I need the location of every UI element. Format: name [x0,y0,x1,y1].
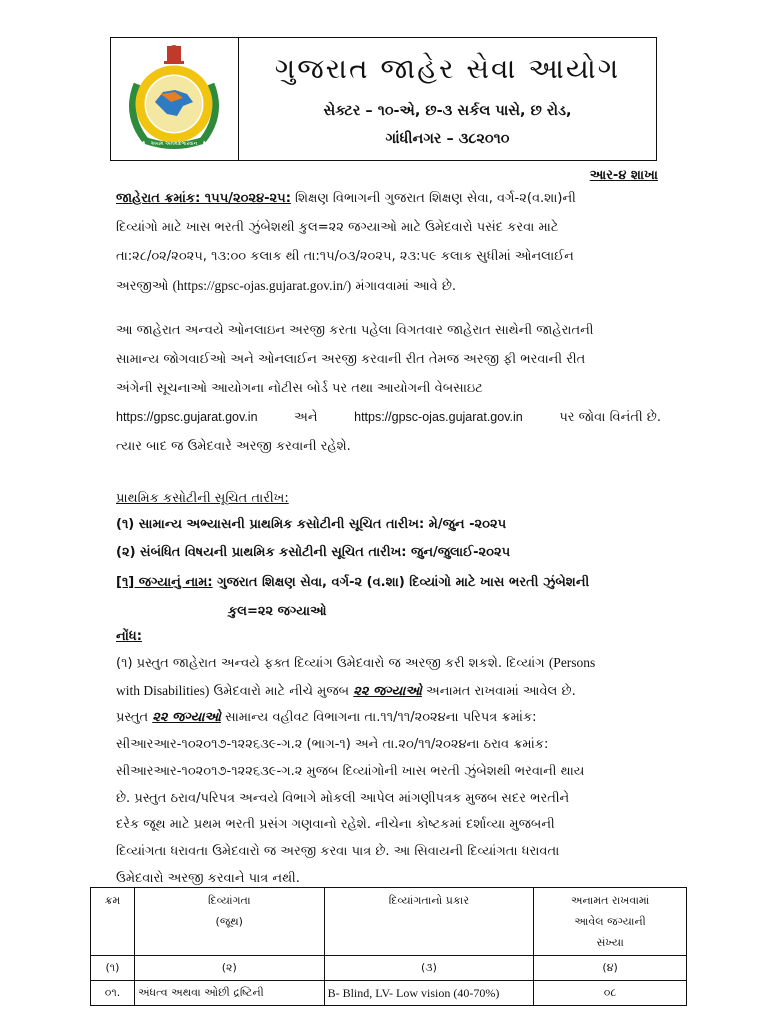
row-group: અંધત્વ અથવા ઓછી દ્રષ્ટિની [134,981,324,1006]
post-label: [૧] જગ્યાનું નામ: [116,575,213,590]
col-serial: ક્રમ [91,888,135,956]
para2-line1: આ જાહેરાત અન્વયે ઓનલાઇન અરજી કરતા પહેલા વિગતવાર જાહેરાત સાથેની જાહેરાતની [116,323,594,338]
col-disability-type: દિવ્યાંગતાનો પ્રકાર [324,888,534,956]
note-section [116,622,661,651]
col-number-3: (૩) [324,956,534,981]
table-row [91,981,687,1006]
note-line-1-en: (Persons [548,655,596,670]
header-box [110,37,657,161]
note-line-7: દરેક જૂથ માટે પ્રથમ ભરતી પ્રસંગ ગણવાનો રહેશે. નીચેના કોષ્ટકમાં દર્શાવ્યા મુજબની [116,817,555,833]
gpsc-link[interactable]: https://gpsc.gujarat.gov.in [116,410,258,424]
prelim-section [116,484,661,513]
advert-number: જાહેરાત ક્રમાંક: ૧૫૫/૨૦૨૪-૨૫: [116,191,291,206]
note-line-9: ઉમેદવારો અરજી કરવાને પાત્ર નથી. [116,870,300,886]
note-line-3a: પ્રસ્તુત [116,710,153,726]
note-line-3b: સામાન્ય વહીવટ વિભાગના તા.૧૧/૧૧/૨૦૨૪ના પરિપત્ર ક્રમાંક: [220,710,537,726]
col-disability: દિવ્યાંગતા (જૂથ) [134,888,324,956]
disability-table [90,887,687,1006]
logo-motto: અયમ અમમદિભારવાન [150,141,198,147]
para1-line4a: અરજીઓ [116,279,173,294]
reserved-posts-emphasis-2: ૨૨ જગ્યાઓ [152,710,221,726]
org-name: ગુજરાત જાહેર સેવા આયોગ [274,52,621,85]
logo-cell [111,38,239,160]
gpsc-logo [117,44,231,156]
row-type: B- Blind, LV- Low vision (40-70%) [324,981,534,1006]
table-header-row [91,888,687,956]
prelim-items [116,511,661,567]
advert-paragraph [116,184,661,301]
note-line-6: છે. પ્રસ્તુત ઠરાવ/પરિપત્ર અન્વયે વિભાગે મોકલી આપેલ માંગણીપત્રક મુજબ સદર ભરતીને [116,790,570,806]
note-line-4: સીઆરઆર-૧૦૨૦૧૭-૧૨૨૬૩૯-ગ.૨ (ભાગ-૧) અને તા.૨૦/૧૧/૨૦૨૪ના ઠરાવ ક્રમાંક: [116,737,549,753]
note-heading: નોંધ: [116,629,142,644]
branch-label: આર-૪ શાખા [589,168,658,183]
prelim-item-2: (૨) સંબંધિત વિષયની પ્રાથમિક કસોટીની સૂચિત તારીખ: જુન/જુલાઈ-૨૦૨૫ [116,545,511,560]
row-count: ૦૮ [534,981,687,1006]
note-line-2a: ઉમેદવારો માટે નીચે મુજબ [209,683,354,699]
col-number-4: (૪) [534,956,687,981]
col-number-1: (૧) [91,956,135,981]
note-line-2b: અનામત રાખવામાં આવેલ છે. [421,683,576,699]
ojas-link-2[interactable]: https://gpsc-ojas.gujarat.gov.in [354,410,523,424]
ojas-link-1[interactable]: (https://gpsc-ojas.gujarat.gov.in/) [172,278,352,293]
prelim-item-1: (૧) સામાન્ય અભ્યાસની પ્રાથમિક કસોટીની સૂચિત તારીખ: મે/જુન -૨૦૨૫ [116,517,507,532]
note-line-1: (૧) પ્રસ્તુત જાહેરાત અન્વયે ફક્ત દિવ્યાંગ ઉમેદવારો જ અરજી કરી શકશે. દિવ્યાંગ [116,656,549,671]
prelim-heading: પ્રાથમિક કસોટીની સૂચિત તારીખ: [116,491,289,506]
col-reserved-count: અનામત રાખવામાં આવેલ જગ્યાની સંખ્યા [534,888,687,956]
row-serial: ૦૧. [91,981,135,1006]
para1-line4b: મંગાવવામાં આવે છે. [351,279,457,294]
post-text-2: કુલ=૨૨ જગ્યાઓ [228,604,327,619]
post-text-1: ગુજરાત શિક્ષણ સેવા, વર્ગ-૨ (વ.શા) દિવ્યાંગો માટે ખાસ ભરતી ઝુંબેશની [212,575,590,590]
para1-line3: તા:૨૮/૦૨/૨૦૨૫, ૧૩:૦૦ કલાક થી તા:૧૫/૦૩/૨૦૨૫, ૨૩:૫૯ કલાક સુધીમાં ઓનલાઈન [116,249,574,264]
note-line-2-en: with Disabilities) [116,682,210,698]
para2-line3: અંગેની સૂચનાઓ આયોગના નોટીસ બોર્ડ પર તથા આયોગની વેબસાઇટ [116,381,483,396]
note-line-5: સીઆરઆર-૧૦૨૦૧૭-૧૨૨૬૩૯-ગ.૨ મુજબ દિવ્યાંગોની ખાસ ભરતી ઝુંબેશથી ભરવાની થાય [116,763,585,779]
instructions-paragraph [116,316,661,461]
address-line-1: સેક્ટર – ૧૦-એ, છ-૩ સર્કલ પાસે, છ રોડ, [323,103,572,119]
para1-line2: દિવ્યાંગો માટે ખાસ ભરતી ઝુંબેશથી કુલ=૨૨ જગ્યાઓ માટે ઉમેદવારો પસંદ કરવા માટે [116,220,559,235]
address-line-2: ગાંધીનગર – ૩૮૨૦૧૦ [385,131,510,147]
post-section [116,568,661,626]
table-number-row [91,956,687,981]
reserved-posts-emphasis-1: ૨૨ જગ્યાઓ [353,683,422,699]
and-text: અને [294,410,318,425]
para2-line2: સામાન્ય જોગવાઈઓ અને ઓનલાઈન અરજી કરવાની રીત તેમજ અરજી ફી ભરવાની રીત [116,352,586,367]
para1-line1: શિક્ષણ વિભાગની ગુજરાત શિક્ષણ સેવા, વર્ગ-૨(વ.શા)ની [290,191,576,206]
para2-line4-end: પર જોવા વિનંતી છે. [559,410,661,425]
para2-line5: ત્યાર બાદ જ ઉમેદવારે અરજી કરવાની રહેશે. [116,439,351,454]
col-number-2: (૨) [134,956,324,981]
note-line-8: દિવ્યાંગતા ધરાવતા ઉમેદવારો જ અરજી કરવા પાત્ર છે. આ સિવાયની દિવ્યાંગતા ધરાવતા [116,843,560,859]
note-body [116,650,661,892]
